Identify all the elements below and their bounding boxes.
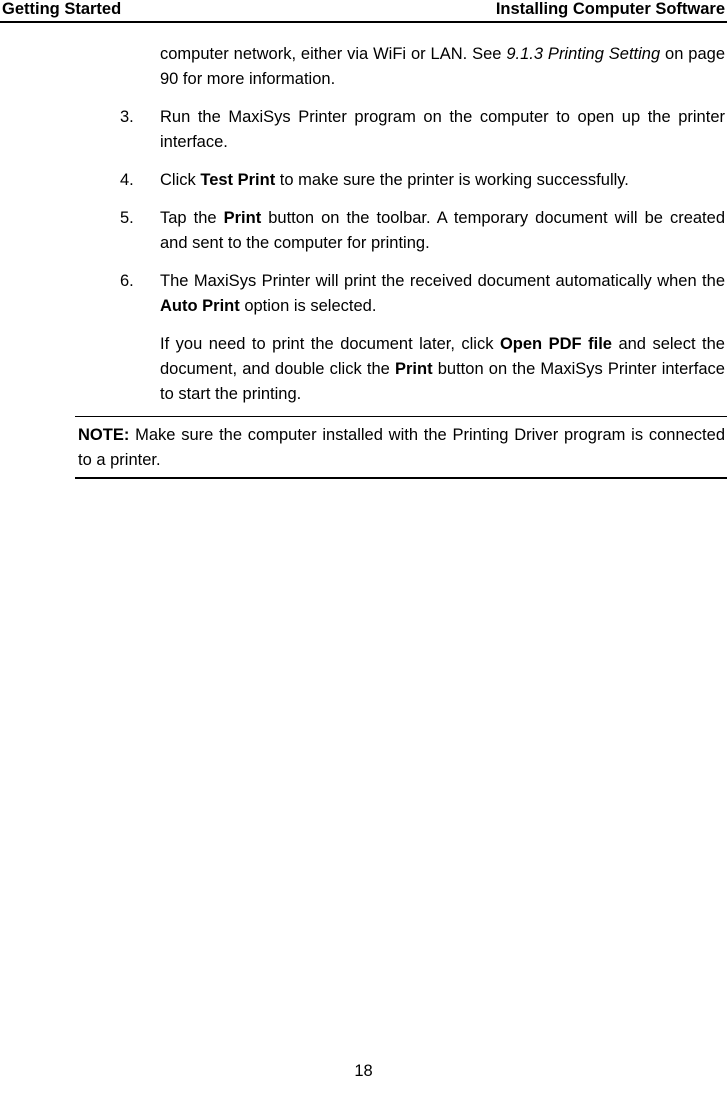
text-run: Click (160, 171, 201, 189)
list-item-number: 4. (120, 171, 134, 189)
header-section-title: Getting Started (2, 0, 122, 18)
intro-paragraph (160, 42, 725, 92)
text-run: If you need to print the document later, click (160, 335, 500, 353)
note-label: NOTE: (78, 426, 130, 444)
page-header (0, 0, 727, 23)
intro-text-post: on page 90 for more information. (160, 45, 726, 88)
list-item-text (160, 206, 725, 256)
page-number: 18 (354, 1062, 373, 1080)
intro-text-pre: computer network, either via WiFi or LAN. See (160, 45, 507, 63)
text-run: to make sure the printer is working successfully. (275, 171, 629, 189)
list-item-text (160, 269, 725, 319)
bold-term: Auto Print (160, 297, 240, 315)
text-run: option is selected. (239, 297, 377, 315)
text-run: Tap the (160, 209, 224, 227)
followup-paragraph (160, 332, 725, 407)
note-text: Make sure the computer installed with the Printing Driver program is connected to a printer. (78, 426, 725, 469)
list-item-number: 3. (120, 108, 134, 126)
header-chapter-title: Installing Computer Software (495, 0, 725, 18)
list-item-number: 6. (120, 272, 134, 290)
text-run: button on the MaxiSys Printer interface to start the printing. (160, 360, 725, 403)
text-run: and select the document, and double click the (160, 335, 725, 378)
bold-term: Open PDF file (499, 335, 612, 353)
list-item-text (160, 168, 725, 193)
note-box (75, 416, 727, 479)
text-run: The MaxiSys Printer will print the received document automatically when the (160, 272, 725, 290)
cross-reference: 9.1.3 Printing Setting (506, 45, 661, 63)
bold-term: Print (223, 209, 262, 227)
bold-term: Test Print (200, 171, 276, 189)
list-item-text: Run the MaxiSys Printer program on the computer to open up the printer interface. (160, 108, 725, 151)
text-run: button on the toolbar. A temporary document will be created and sent to the computer for printing. (160, 209, 725, 252)
list-item-number: 5. (120, 209, 134, 227)
bold-term: Print (394, 360, 433, 378)
